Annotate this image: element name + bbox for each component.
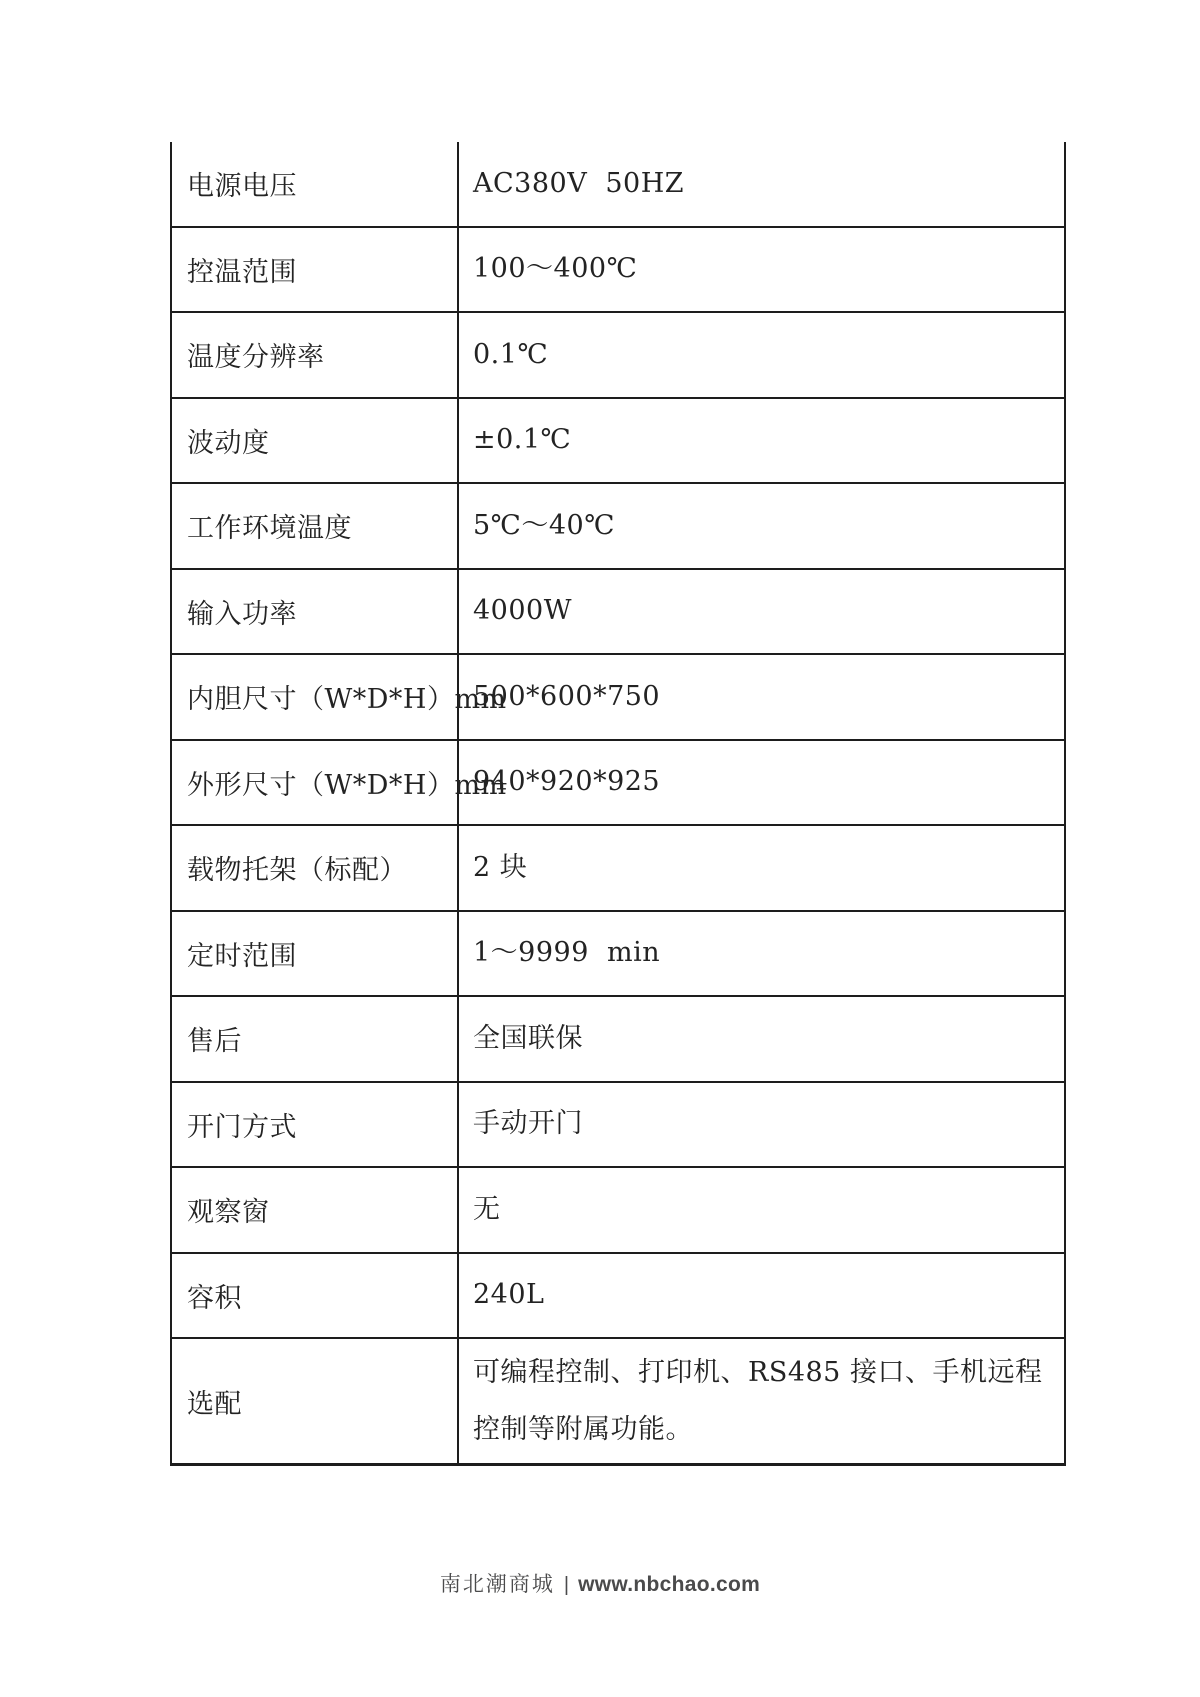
spec-value-cell: 500*600*750	[473, 680, 661, 712]
page-footer	[0, 1568, 1200, 1598]
spec-value-cell: 240L	[473, 1279, 545, 1311]
spec-label-cell: 观察窗	[172, 1168, 459, 1252]
spec-value-cell: 4000W	[473, 595, 572, 627]
spec-label-cell: 温度分辨率	[172, 313, 459, 397]
spec-value-cell: 5℃～40℃	[473, 509, 615, 541]
spec-label-cell: 载物托架（标配）	[172, 826, 459, 910]
spec-value-cell: 2 块	[473, 851, 528, 883]
table-row	[172, 741, 1064, 827]
table-row	[172, 1254, 1064, 1340]
footer-url: www.nbchao.com	[578, 1573, 761, 1596]
spec-label-cell: 选配	[172, 1339, 459, 1463]
spec-label-cell: 内胆尺寸（W*D*H）mm	[172, 655, 459, 739]
table-row	[172, 1168, 1064, 1254]
spec-label-cell: 电源电压	[172, 142, 459, 226]
table-row	[172, 655, 1064, 741]
spec-value-cell: 可编程控制、打印机、RS485 接口、手机远程控制等附属功能。	[473, 1357, 1043, 1445]
spec-label-cell: 工作环境温度	[172, 484, 459, 568]
table-row	[172, 997, 1064, 1083]
footer-separator: |	[563, 1574, 570, 1596]
table-row	[172, 826, 1064, 912]
spec-value-cell: 无	[473, 1193, 501, 1225]
table-row	[172, 1339, 1064, 1463]
spec-label-cell: 容积	[172, 1254, 459, 1338]
spec-label-cell: 控温范围	[172, 228, 459, 312]
footer-brand: 南北潮商城	[439, 1572, 555, 1596]
spec-label-cell: 外形尺寸（W*D*H）mm	[172, 741, 459, 825]
table-row	[172, 484, 1064, 570]
table-row	[172, 1083, 1064, 1169]
spec-value-cell: ±0.1℃	[473, 424, 572, 456]
spec-table	[170, 142, 1066, 1466]
table-row	[172, 570, 1064, 656]
spec-value-cell: 100～400℃	[473, 253, 638, 285]
table-row	[172, 313, 1064, 399]
spec-value-cell: 全国联保	[473, 1022, 583, 1054]
spec-label-cell: 定时范围	[172, 912, 459, 996]
spec-label-cell: 输入功率	[172, 570, 459, 654]
spec-label-cell: 波动度	[172, 399, 459, 483]
spec-label-cell: 开门方式	[172, 1083, 459, 1167]
spec-value-cell: AC380V 50HZ	[473, 167, 685, 199]
table-row	[172, 399, 1064, 485]
spec-label-cell: 售后	[172, 997, 459, 1081]
table-row	[172, 912, 1064, 998]
table-row	[172, 142, 1064, 228]
table-row	[172, 228, 1064, 314]
spec-value-cell: 手动开门	[473, 1108, 583, 1140]
spec-value-cell: 1～9999 min	[473, 937, 661, 969]
spec-value-cell: 0.1℃	[473, 338, 549, 370]
spec-value-cell: 940*920*925	[473, 766, 661, 798]
